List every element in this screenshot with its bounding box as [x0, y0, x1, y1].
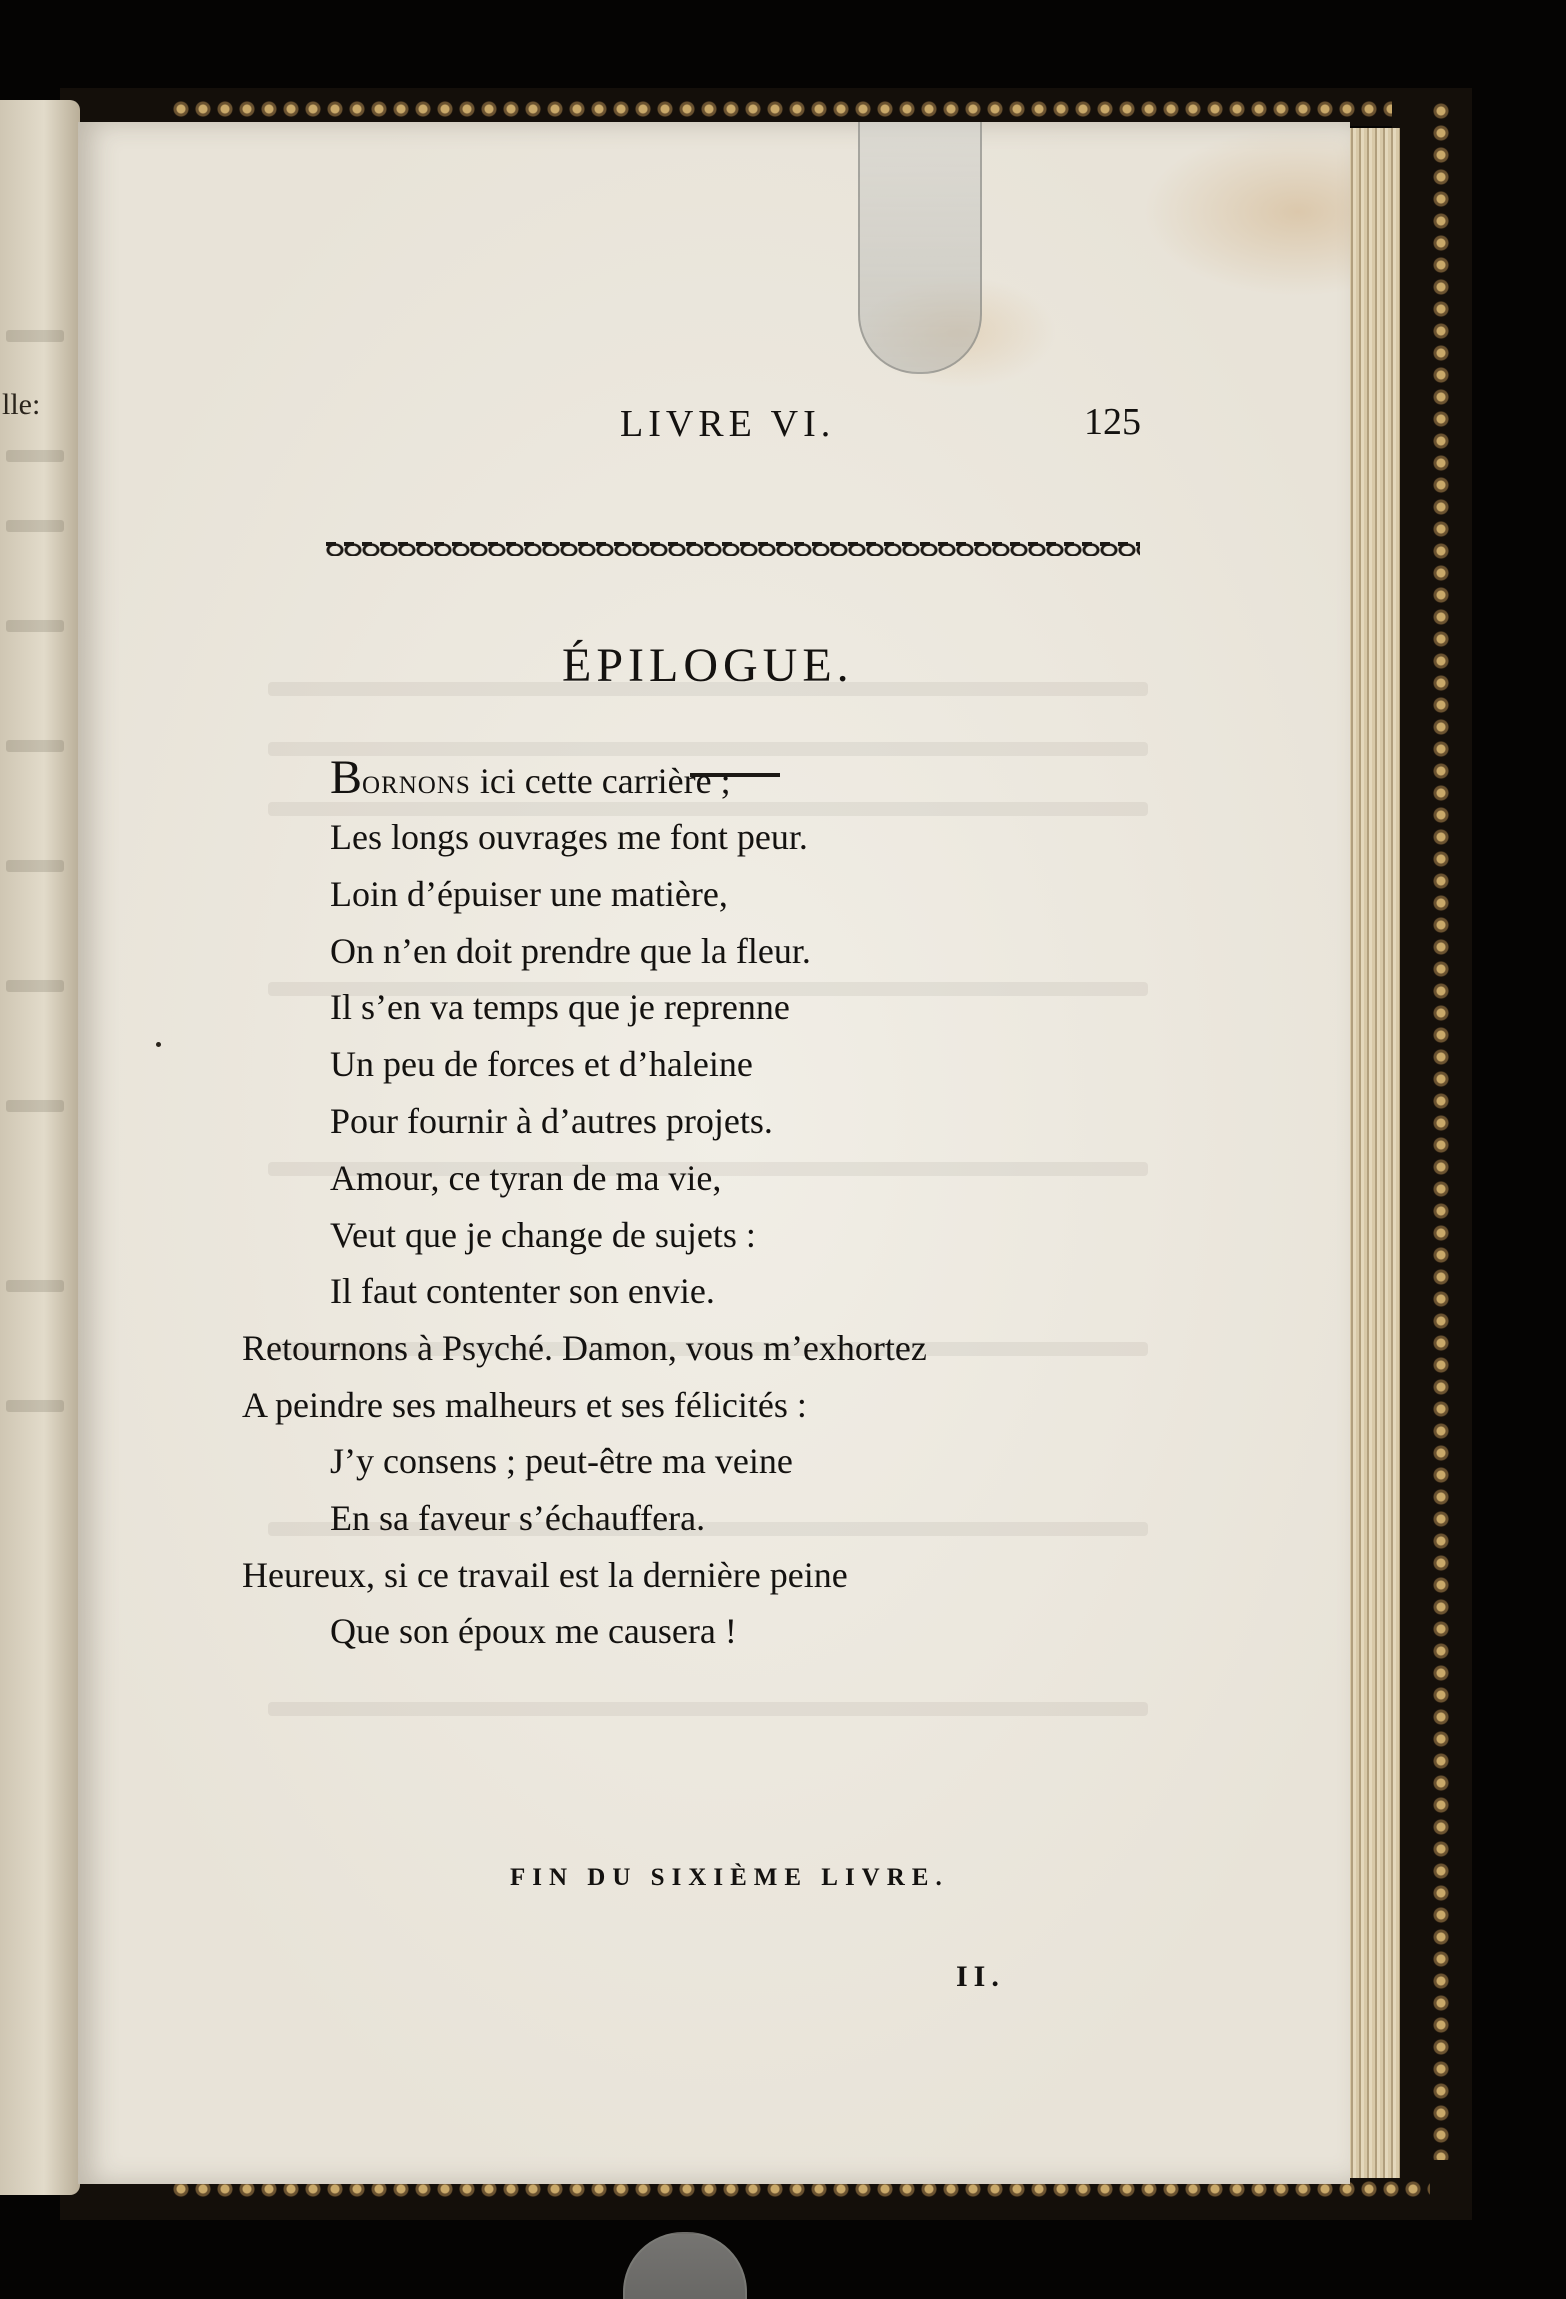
left-page-fragment: lle:	[2, 388, 41, 421]
poem-line: Les longs ouvrages me font peur.	[330, 817, 808, 857]
page-clip-top	[858, 122, 982, 374]
running-head: LIVRE VI.	[620, 403, 836, 445]
left-page-bleed	[6, 1400, 64, 1412]
poem-line: Retournons à Psyché. Damon, vous m’exhortez	[242, 1328, 927, 1368]
page-number: 125	[1084, 401, 1141, 443]
right-bead-border	[1432, 100, 1450, 2190]
poem-line: Il faut contenter son envie.	[330, 1271, 715, 1311]
bleed-through	[268, 1702, 1148, 1716]
poem-line: Pour fournir à d’autres projets.	[330, 1101, 773, 1141]
poem-line: En sa faveur s’échauffera.	[330, 1498, 706, 1538]
left-page-bleed	[6, 450, 64, 462]
poem-line: A peindre ses malheurs et ses félicités :	[242, 1385, 807, 1425]
left-page-bleed	[6, 1100, 64, 1112]
signature-mark: II.	[956, 1960, 1005, 1993]
left-page-bleed	[6, 860, 64, 872]
ink-speck	[156, 1042, 161, 1047]
page-clip-bottom	[623, 2232, 747, 2299]
book-page	[78, 122, 1350, 2184]
left-page-bleed	[6, 740, 64, 752]
poem-line: On n’en doit prendre que la fleur.	[330, 931, 811, 971]
poem-line: Que son époux me causera !	[330, 1611, 737, 1651]
poem-line: Veut que je change de sujets :	[330, 1215, 756, 1255]
left-page-edge	[0, 100, 80, 2195]
poem-line: Un peu de forces et d’haleine	[330, 1044, 753, 1084]
left-page-bleed	[6, 330, 64, 342]
poem-line: Heureux, si ce travail est la dernière peine	[242, 1555, 848, 1595]
poem-line-first	[330, 750, 731, 805]
section-title: ÉPILOGUE.	[562, 639, 854, 692]
first-line-rest: ici cette carrière ;	[470, 761, 731, 801]
poem-line: Amour, ce tyran de ma vie,	[330, 1158, 722, 1198]
poem-line: J’y consens ; peut-être ma veine	[330, 1441, 793, 1481]
left-page-bleed	[6, 980, 64, 992]
top-bead-border	[170, 100, 1430, 118]
poem-line: Il s’en va temps que je reprenne	[330, 987, 790, 1027]
small-caps-word: ornons	[362, 761, 471, 801]
drop-cap: B	[330, 751, 363, 804]
left-page-bleed	[6, 1280, 64, 1292]
ornamental-rule	[326, 534, 1140, 556]
left-page-bleed	[6, 620, 64, 632]
colophon: FIN DU SIXIÈME LIVRE.	[510, 1864, 949, 1891]
poem-line: Loin d’épuiser une matière,	[330, 874, 728, 914]
left-page-bleed	[6, 520, 64, 532]
